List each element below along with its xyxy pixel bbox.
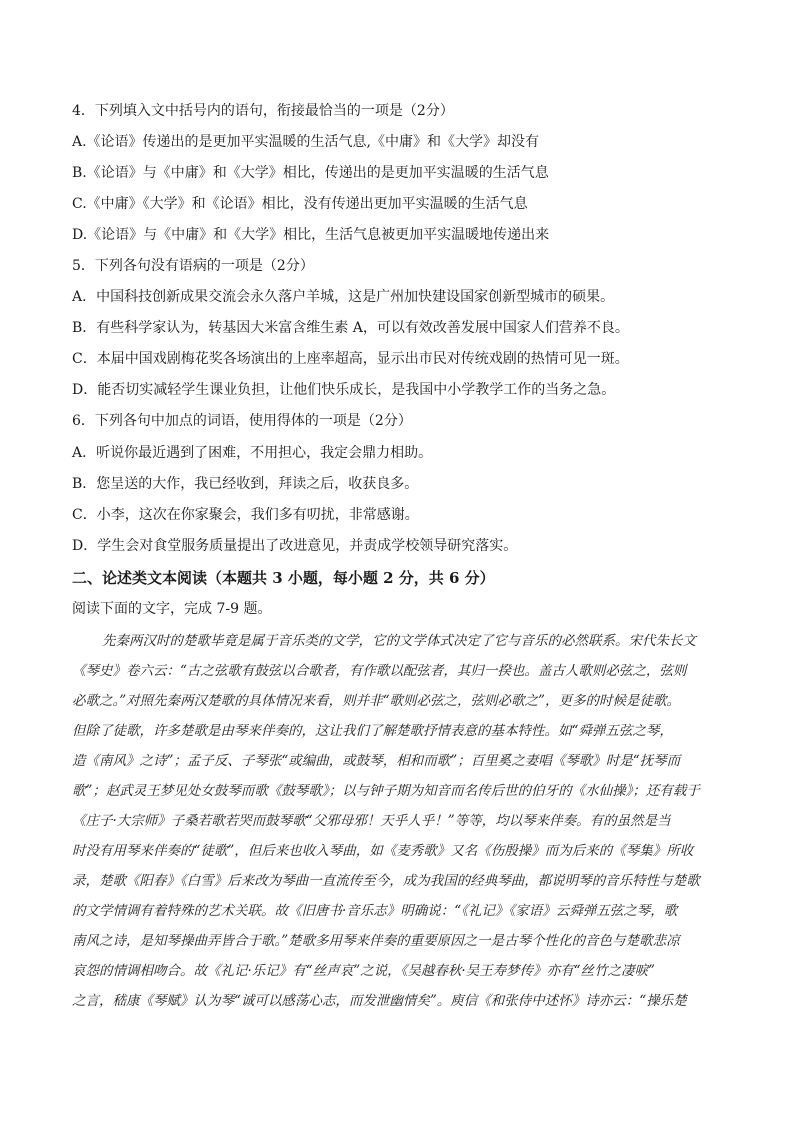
question-5-option-b: B．有些科学家认为，转基因大米富含维生素 A，可以有效改善发展中国家人们营养不良。: [72, 320, 629, 336]
question-5-option-d: D．能否切实减轻学生课业负担，让他们快乐成长，是我国中小学教学工作的当务之急。: [72, 382, 616, 398]
passage-line: 造《南风》之诗”；孟子反、子琴张“或编曲，或鼓琴，相和而歌”；百里奚之妻唱《琴歌》时是“抚琴而: [72, 753, 681, 769]
passage-line: 必歌之。”对照先秦两汉楚歌的具体情况来看，则并非“歌则必弦之，弦则必歌之”，更多的时候是徒歌。: [72, 693, 680, 709]
question-5-option-c: C．本届中国戏剧梅花奖各场演出的上座率超高，显示出市民对传统戏剧的热情可见一斑。: [72, 351, 629, 367]
passage-line: 之言，嵇康《琴赋》认为琴“诚可以感荡心志，而发泄幽情矣”。庾信《和张侍中述怀》诗亦云：“操乐楚: [72, 993, 687, 1009]
section-2-instruction: 阅读下面的文字，完成 7-9 题。: [72, 601, 272, 617]
question-6-option-a: A．听说你最近遇到了困难，不用担心，我定会鼎力相助。: [72, 445, 433, 461]
passage-line: 南风之诗，是知琴操曲弄皆合于歌。”楚歌多用琴来伴奏的重要原因之一是古琴个性化的音色与楚歌悲凉: [72, 933, 680, 949]
passage-line: 的文学情调有着特殊的艺术关联。故《旧唐书·音乐志》明确说：“《礼记》《家语》云舜弹五弦之琴，歌: [72, 903, 678, 919]
question-6-option-d: D．学生会对食堂服务质量提出了改进意见，并责成学校领导研究落实。: [72, 538, 518, 554]
passage-line: 但除了徒歌，许多楚歌是由琴来伴奏的，这让我们了解楚歌抒情表意的基本特性。如“舜弹五弦之琴，: [72, 723, 673, 739]
passage-line: 歌”；赵武灵王梦见处女鼓琴而歌《鼓琴歌》；以与钟子期为知音而名传后世的伯牙的《水仙操》；还有载于: [72, 783, 700, 799]
question-4-option-b: B.《论语》与《中庸》和《大学》相比，传递出的是更加平实温暖的生活气息: [72, 165, 549, 181]
question-5-stem: 5．下列各句没有语病的一项是（2分）: [72, 258, 314, 274]
question-4-option-c: C.《中庸》《大学》和《论语》相比，没有传递出更加平实温暖的生活气息: [72, 196, 528, 212]
passage-line: 先秦两汉时的楚歌毕竟是属于音乐类的文学，它的文学体式决定了它与音乐的必然联系。宋代朱长文: [102, 633, 696, 649]
passage-line: 时没有用琴来伴奏的“徒歌”，但后来也收入琴曲，如《麦秀歌》又名《伤殷操》而为后来的《琴集》所收: [72, 843, 694, 859]
reading-passage: [72, 631, 732, 1021]
passage-line: 哀怨的情调相吻合。故《礼记·乐记》有“丝声哀”之说，《吴越春秋·吴王寿梦传》亦有“丝竹之凄唳”: [72, 963, 655, 979]
question-6-stem: 6．下列各句中加点的词语，使用得体的一项是（2分）: [72, 413, 412, 429]
question-6-option-b: B．您呈送的大作，我已经收到，拜读之后，收获良多。: [72, 476, 419, 492]
passage-line: 录，楚歌《阳春》《白雪》后来改为琴曲一直流传至今，成为我国的经典琴曲，都说明琴的音乐特性与楚歌: [72, 873, 700, 889]
section-2-title: 二、论述类文本阅读（本题共 3 小题，每小题 2 分，共 6 分）: [72, 569, 495, 587]
question-6-option-c: C．小李，这次在你家聚会，我们多有叨扰，非常感谢。: [72, 507, 419, 523]
question-4-option-a: A.《论语》传递出的是更加平实温暖的生活气息,《中庸》和《大学》却没有: [72, 134, 540, 150]
passage-line: 《琴史》卷六云：“古之弦歌有鼓弦以合歌者，有作歌以配弦者，其归一揆也。盖古人歌则必弦之，弦则: [72, 663, 687, 679]
question-4-stem: 4．下列填入文中括号内的语句，衔接最恰当的一项是（2分）: [72, 103, 454, 119]
question-4-option-d: D.《论语》与《中庸》和《大学》相比，生活气息被更加平实温暖地传递出来: [72, 227, 550, 243]
question-5-option-a: A．中国科技创新成果交流会永久落户羊城，这是广州加快建设国家创新型城市的硕果。: [72, 289, 615, 305]
passage-line: 《庄子·大宗师》子桑若歌若哭而鼓琴歌“父邪母邪！天乎人乎！”等等，均以琴来伴奏。有的虽然是当: [72, 813, 671, 829]
